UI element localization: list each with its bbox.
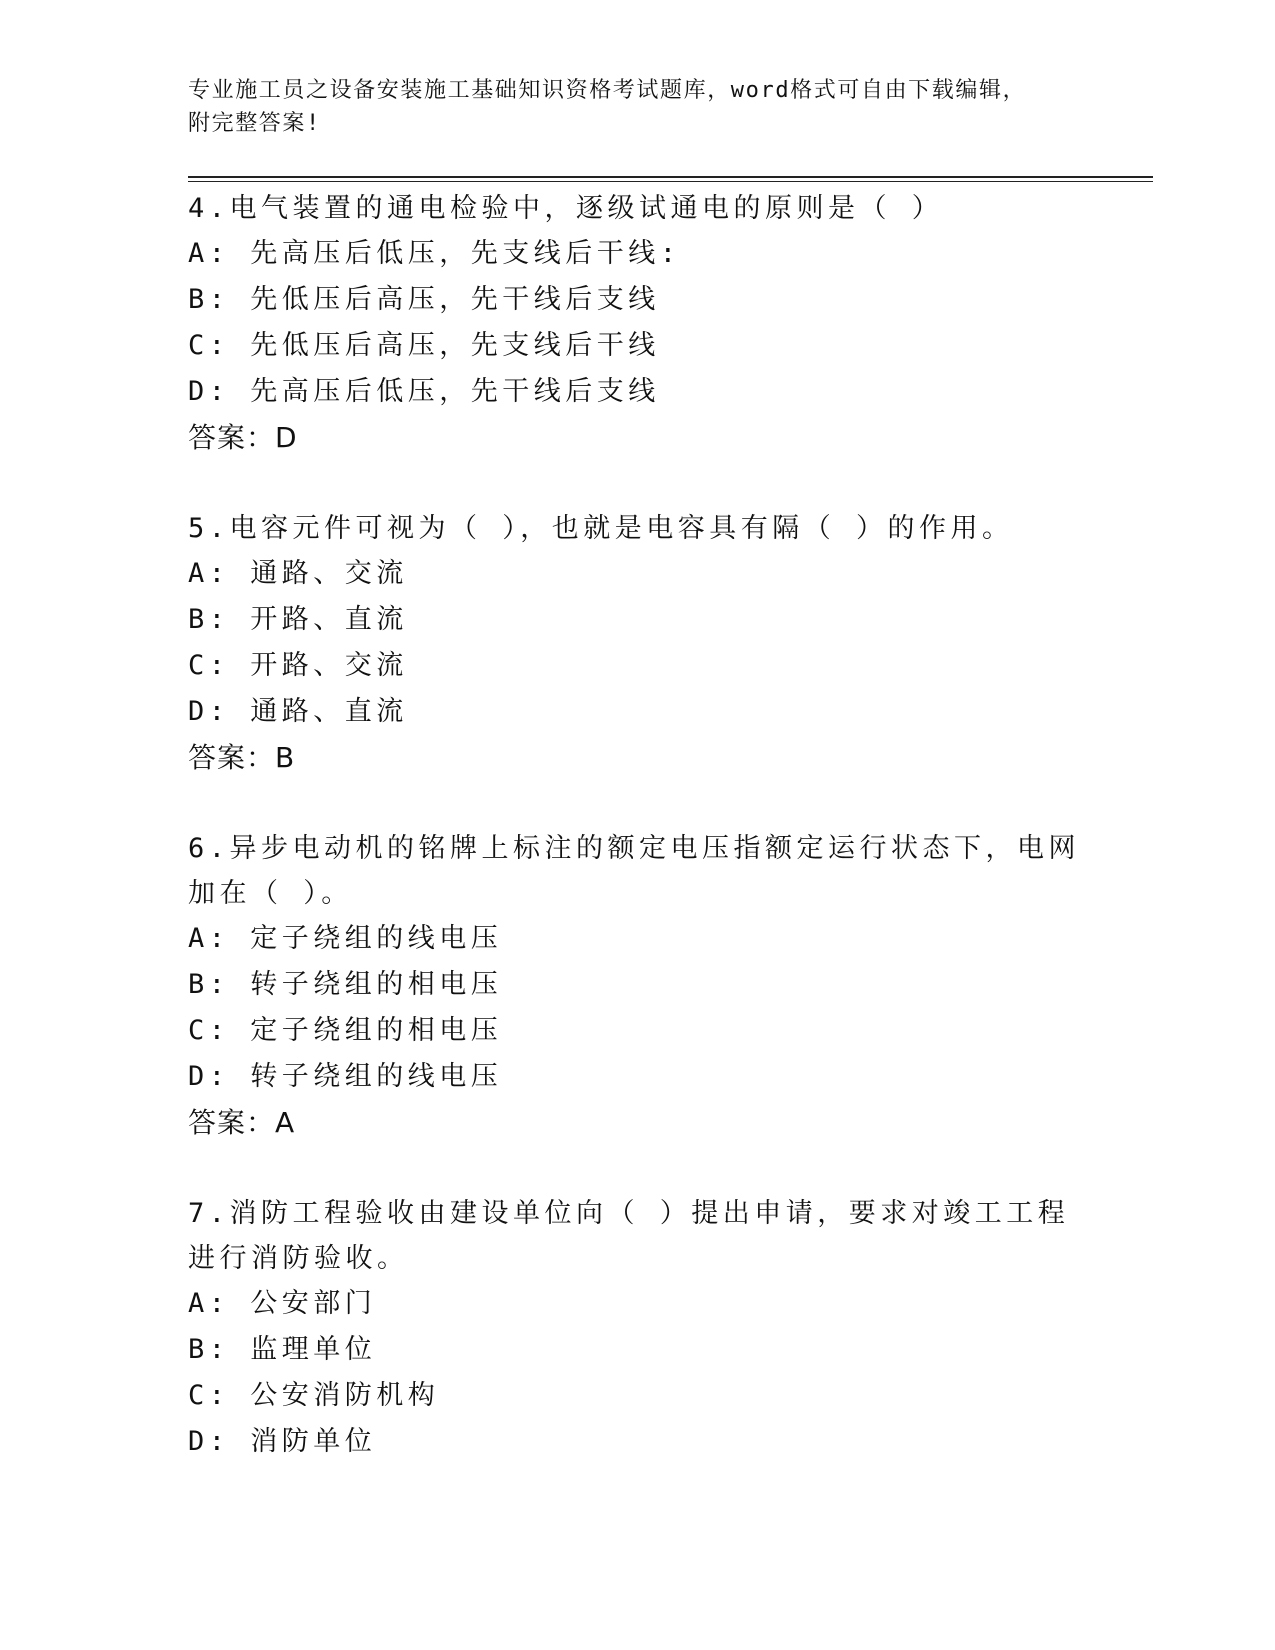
header-line-2: 附完整答案! (188, 111, 321, 136)
option-b: B: 开路、直流 (188, 604, 408, 635)
option-c: C: 开路、交流 (188, 650, 408, 681)
header-divider-thin (188, 181, 1153, 182)
header-divider-thick (188, 176, 1153, 178)
option-a: A: 先高压后低压，先支线后干线: (188, 238, 681, 269)
option-a: A: 公安部门 (188, 1288, 377, 1319)
answer-line: 答案：A (188, 1106, 296, 1139)
question-stem: 5.电容元件可视为（ ），也就是电容具有隔（ ）的作用。 (188, 513, 1014, 544)
question-6 (188, 826, 1088, 1146)
option-d: D: 先高压后低压，先干线后支线 (188, 376, 660, 407)
option-a: A: 通路、交流 (188, 558, 408, 589)
answer-line: 答案：B (188, 741, 296, 774)
question-stem: 4.电气装置的通电检验中，逐级试通电的原则是（ ） (188, 193, 944, 224)
option-d: D: 消防单位 (188, 1426, 377, 1457)
question-4 (188, 186, 1088, 461)
question-5 (188, 506, 1088, 781)
option-b: B: 先低压后高压，先干线后支线 (188, 284, 660, 315)
option-b: B: 转子绕组的相电压 (188, 969, 503, 1000)
question-stem: 7.消防工程验收由建设单位向（ ）提出申请，要求对竣工工程进行消防验收。 (188, 1198, 1070, 1274)
option-d: D: 转子绕组的线电压 (188, 1061, 503, 1092)
option-a: A: 定子绕组的线电压 (188, 923, 503, 954)
header-line-1: 专业施工员之设备安装施工基础知识资格考试题库，word格式可自由下载编辑， (188, 78, 1027, 103)
question-stem: 6.异步电动机的铭牌上标注的额定电压指额定运行状态下，电网加在（ ）。 (188, 833, 1081, 909)
option-d: D: 通路、直流 (188, 696, 408, 727)
question-7 (188, 1191, 1088, 1465)
answer-line: 答案：D (188, 421, 298, 454)
option-c: C: 先低压后高压，先支线后干线 (188, 330, 660, 361)
option-c: C: 公安消防机构 (188, 1380, 440, 1411)
question-list (188, 186, 1088, 1510)
option-b: B: 监理单位 (188, 1334, 377, 1365)
document-header (188, 74, 1088, 140)
option-c: C: 定子绕组的相电压 (188, 1015, 503, 1046)
